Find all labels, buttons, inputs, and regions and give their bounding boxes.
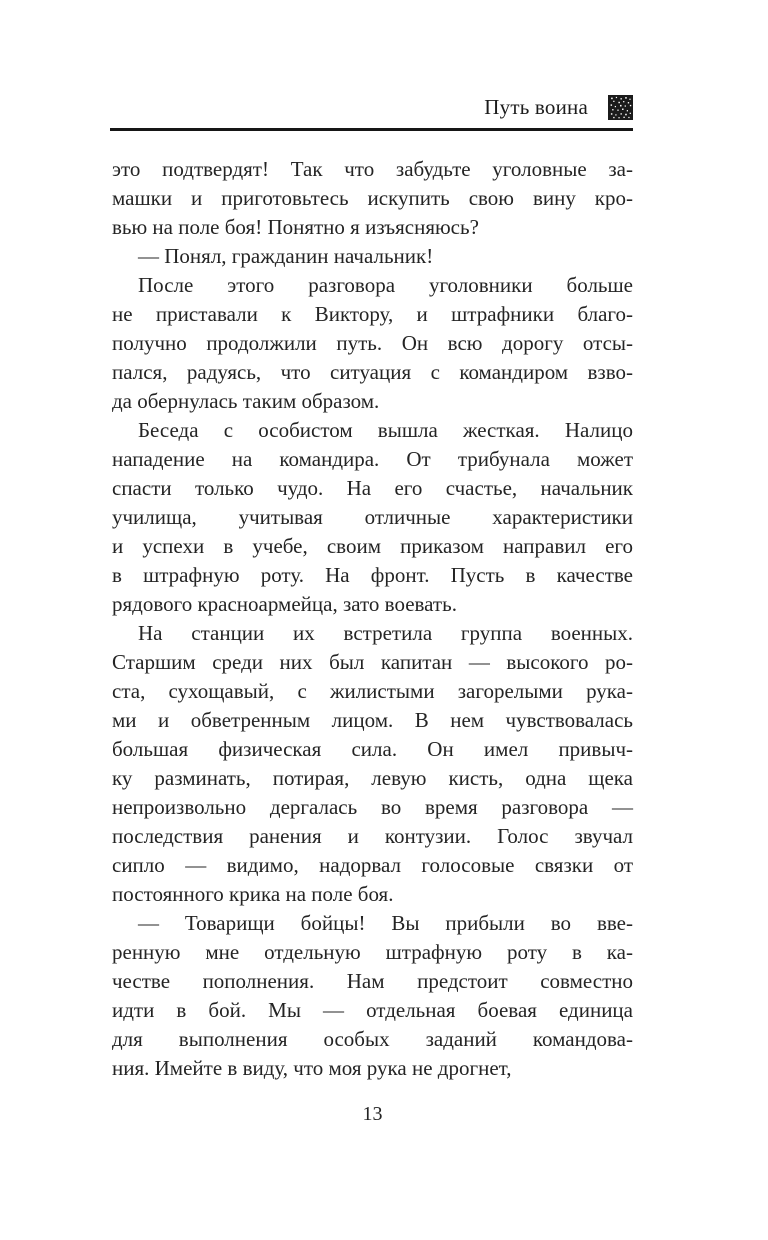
text-line: в штрафную роту. На фронт. Пусть в качестве <box>112 563 633 587</box>
text-line: ми и обветренным лицом. В нем чувствовалась <box>112 708 633 732</box>
text-line: для выполнения особых заданий командова- <box>112 1027 633 1051</box>
body-text <box>112 155 633 1083</box>
text-line: и успехи в учебе, своим приказом направил его <box>112 534 633 558</box>
text-line: честве пополнения. Нам предстоит совместно <box>112 969 633 993</box>
text-line: да обернулась таким образом. <box>112 389 380 413</box>
text-line: нападение на командира. От трибунала может <box>112 447 633 471</box>
text-line: На станции их встретила группа военных. <box>138 621 633 645</box>
text-line: не приставали к Виктору, и штрафники благо- <box>112 302 633 326</box>
text-line: пался, радуясь, что ситуация с командиром взво- <box>112 360 633 384</box>
text-line: Беседа с особистом вышла жесткая. Налицо <box>138 418 633 442</box>
text-line: После этого разговора уголовники больше <box>138 273 633 297</box>
text-line: ку разминать, потирая, левую кисть, одна щека <box>112 766 633 790</box>
text-line: рядового красноармейца, зато воевать. <box>112 592 457 616</box>
text-line: получно продолжили путь. Он всю дорогу отсы- <box>112 331 633 355</box>
text-line: это подтвердят! Так что забудьте уголовные за- <box>112 157 633 181</box>
text-line: непроизвольно дергалась во время разговора — <box>112 795 633 819</box>
speckled-square-ornament-icon <box>608 95 633 120</box>
text-line: большая физическая сила. Он имел привыч- <box>112 737 633 761</box>
text-line: ста, сухощавый, с жилистыми загорелыми рука- <box>112 679 633 703</box>
text-line: — Понял, гражданин начальник! <box>138 244 434 268</box>
text-line: машки и приготовьтесь искупить свою вину кро- <box>112 186 633 210</box>
text-line: постоянного крика на поле боя. <box>112 882 394 906</box>
header-rule <box>110 128 633 131</box>
text-line: последствия ранения и контузии. Голос звучал <box>112 824 633 848</box>
text-line: ренную мне отдельную штрафную роту в ка- <box>112 940 633 964</box>
text-line: училища, учитывая отличные характеристики <box>112 505 633 529</box>
text-line: Старшим среди них был капитан — высокого ро- <box>112 650 633 674</box>
text-line: идти в бой. Мы — отдельная боевая единица <box>112 998 633 1022</box>
text-line: спасти только чудо. На его счастье, начальник <box>112 476 633 500</box>
text-line: — Товарищи бойцы! Вы прибыли во вве- <box>138 911 633 935</box>
page-number: 13 <box>362 1103 383 1125</box>
text-line: ния. Имейте в виду, что моя рука не дрогнет, <box>112 1056 512 1080</box>
text-line: сипло — видимо, надорвал голосовые связки от <box>112 853 633 877</box>
running-title: Путь воина <box>484 94 588 119</box>
text-line: вью на поле боя! Понятно я изъясняюсь? <box>112 215 479 239</box>
page-header <box>112 91 633 123</box>
